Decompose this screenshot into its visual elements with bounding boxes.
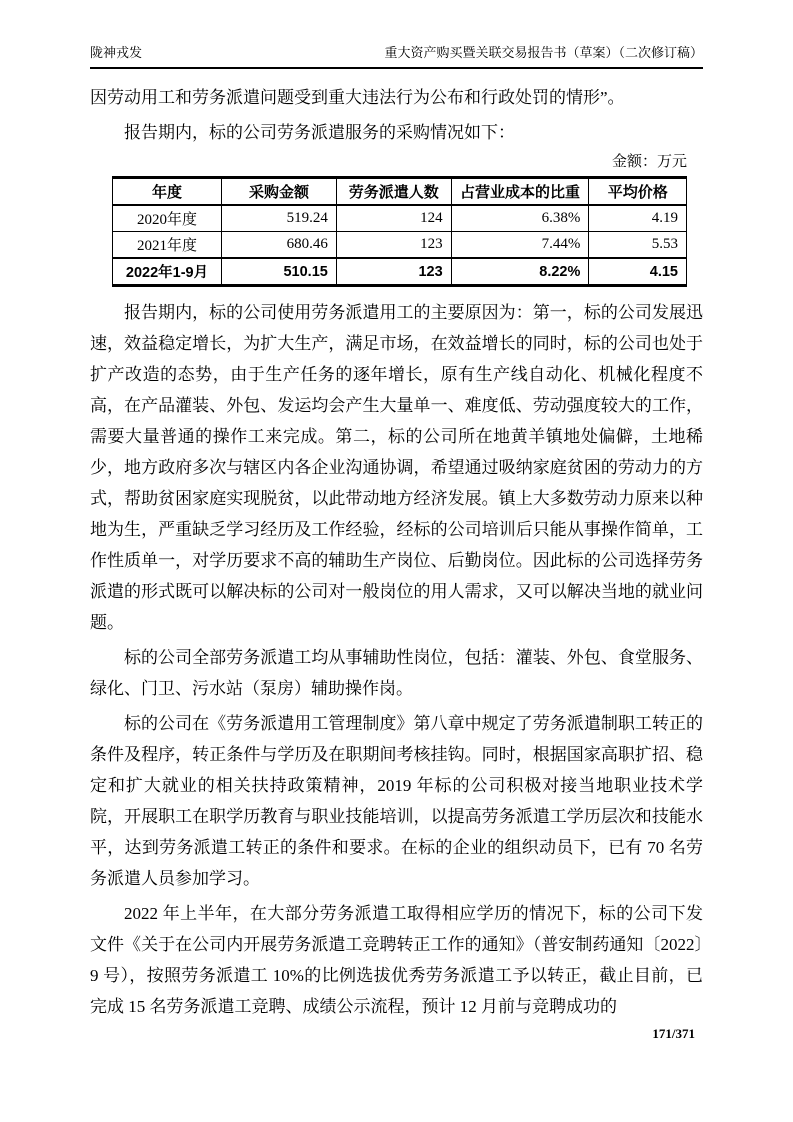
table-row-2020 [113,205,687,232]
header-company-name: 陇神戎发 [90,45,143,60]
cell-dispatch-headcount: 123 [336,232,451,259]
col-header-year: 年度 [113,178,222,206]
cell-average-price: 4.19 [589,205,687,232]
page-number: 171/371 [652,1026,695,1041]
paragraph-2022-notice: 2022 年上半年，在大部分劳务派遣工取得相应学历的情况下，标的公司下发文件《关于在公司内开展劳务派遣工竞聘转正工作的通知》（普安制药通知〔2022〕9 号），按照劳务派遣工 10%的比例选拔优秀劳务派遣工予以转正，截止目前，已完成 15 名劳务派遣工竞聘、成绩公示流程，预计 12 月前与竞聘成功的 [90,904,703,1016]
labor-dispatch-procurement-table [112,176,687,287]
col-header-cost-ratio: 占营业成本的比重 [451,178,589,206]
col-header-average-price: 平均价格 [589,178,687,206]
cell-dispatch-headcount: 124 [336,205,451,232]
paragraph-auxiliary-posts: 标的公司全部劳务派遣工均从事辅助性岗位，包括：灌装、外包、食堂服务、绿化、门卫、污水站（泵房）辅助操作岗。 [90,648,703,698]
cell-year: 2022年1-9月 [113,258,222,286]
cell-purchase-amount: 519.24 [222,205,337,232]
header-report-title: 重大资产购买暨关联交易报告书（草案）（二次修订稿） [384,45,703,60]
table-row-2021 [113,232,687,259]
cell-purchase-amount: 680.46 [222,232,337,259]
table-row-2022-jan-sep [113,258,687,286]
cell-purchase-amount: 510.15 [222,258,337,286]
page-header [90,44,703,69]
cell-dispatch-headcount: 123 [336,258,451,286]
paragraph-dispatch-reasons: 报告期内，标的公司使用劳务派遣用工的主要原因为：第一，标的公司发展迅速，效益稳定增长，为扩大生产，满足市场，在效益增长的同时，标的公司也处于扩产改造的态势，由于生产任务的逐年增长，原有生产线自动化、机械化程度不高，在产品灌装、外包、发运均会产生大量单一、难度低、劳动强度较大的工作，需要大量普通的操作工来完成。第二，标的公司所在地黄羊镇地处偏僻，土地稀少，地方政府多次与辖区内各企业沟通协调，希望通过吸纳家庭贫困的劳动力的方式，帮助贫困家庭实现脱贫，以此带动地方经济发展。镇上大多数劳动力原来以种地为生，严重缺乏学习经历及工作经验，经标的公司培训后只能从事操作简单，工作性质单一，对学历要求不高的辅助生产岗位、后勤岗位。因此标的公司选择劳务派遣的形式既可以解决标的公司对一般岗位的用人需求，又可以解决当地的就业问题。 [90,303,703,632]
table-header-row [113,178,687,206]
cell-cost-ratio: 8.22% [451,258,589,286]
cell-year: 2020年度 [113,205,222,232]
paragraph-regularization-policy: 标的公司在《劳务派遣用工管理制度》第八章中规定了劳务派遣制职工转正的条件及程序，转正条件与学历及在职期间考核挂钩。同时，根据国家高职扩招、稳定和扩大就业的相关扶持政策精神，2019 年标的公司积极对接当地职业技术学院，开展职工在职学历教育与职业技能培训，以提高劳务派遣工学历层次和技能水平，达到劳务派遣工转正的条件和要求。在标的企业的组织动员下，已有 70 名劳务派遣人员参加学习。 [90,714,703,888]
cell-cost-ratio: 7.44% [451,232,589,259]
table-unit-label: 金额：万元 [611,154,687,170]
cell-average-price: 4.15 [589,258,687,286]
cell-cost-ratio: 6.38% [451,205,589,232]
paragraph-table-intro: 报告期内，标的公司劳务派遣服务的采购情况如下： [124,123,515,142]
page-body [90,82,703,1022]
paragraph-continuation: 因劳动用工和劳务派遣问题受到重大违法行为公布和行政处罚的情形”。 [90,88,625,107]
cell-average-price: 5.53 [589,232,687,259]
cell-year: 2021年度 [113,232,222,259]
col-header-dispatch-headcount: 劳务派遣人数 [336,178,451,206]
col-header-purchase-amount: 采购金额 [222,178,337,206]
